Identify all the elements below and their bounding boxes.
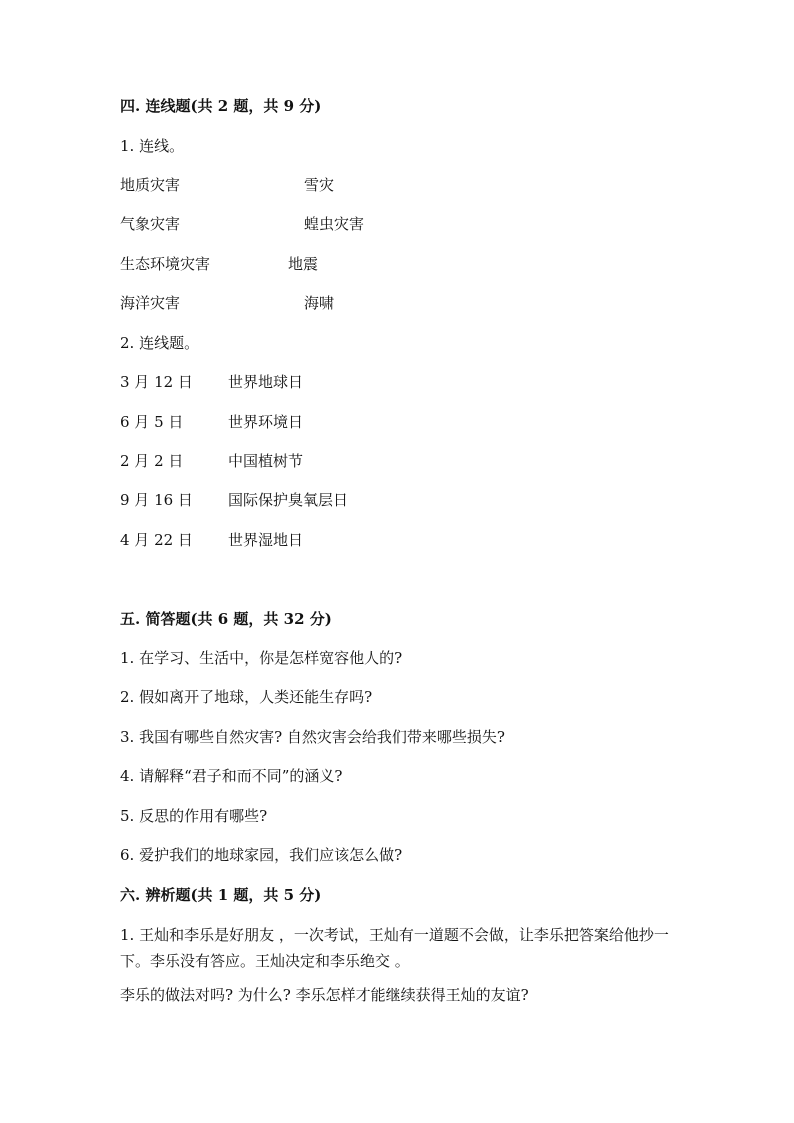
match-date-item: 2 月 2 日 xyxy=(120,452,184,470)
short-answer-question: 6. 爱护我们的地球家园，我们应该怎么做? xyxy=(120,846,403,864)
match-day-item: 世界湿地日 xyxy=(228,531,304,549)
match-right-item: 蝗虫灾害 xyxy=(304,215,365,233)
section-6-title: 六. 辨析题(共 1 题，共 5 分) xyxy=(120,886,322,904)
match-right-item: 海啸 xyxy=(304,294,335,312)
match-left-item: 地质灾害 xyxy=(120,176,181,194)
short-answer-question: 2. 假如离开了地球，人类还能生存吗? xyxy=(120,688,373,706)
short-answer-question: 4. 请解释“君子和而不同”的涵义? xyxy=(120,767,343,785)
match-date-item: 3 月 12 日 xyxy=(120,373,193,391)
match-left-item: 气象灾害 xyxy=(120,215,181,233)
short-answer-question: 1. 在学习、生活中，你是怎样宽容他人的? xyxy=(120,649,403,667)
match-right-item: 雪灾 xyxy=(304,176,335,194)
question-2-prompt: 2. 连线题。 xyxy=(120,334,200,352)
short-answer-question: 5. 反思的作用有哪些? xyxy=(120,807,268,825)
match-date-item: 9 月 16 日 xyxy=(120,491,193,509)
match-date-item: 6 月 5 日 xyxy=(120,413,184,431)
match-right-item: 地震 xyxy=(288,255,319,273)
analysis-question-followup: 李乐的做法对吗? 为什么? 李乐怎样才能继续获得王灿的友谊? xyxy=(120,986,529,1004)
match-day-item: 国际保护臭氧层日 xyxy=(228,491,349,509)
short-answer-question: 3. 我国有哪些自然灾害? 自然灾害会给我们带来哪些损失? xyxy=(120,728,505,746)
match-left-item: 海洋灾害 xyxy=(120,294,181,312)
match-day-item: 中国植树节 xyxy=(228,452,304,470)
match-day-item: 世界环境日 xyxy=(228,413,304,431)
section-5-title: 五. 简答题(共 6 题，共 32 分) xyxy=(120,610,332,628)
section-4-title: 四. 连线题(共 2 题，共 9 分) xyxy=(120,97,322,115)
match-date-item: 4 月 22 日 xyxy=(120,531,193,549)
analysis-question-text: 1. 王灿和李乐是好朋友 ，一次考试，王灿有一道题不会做，让李乐把答案给他抄一下。李乐没有答应。王灿决定和李乐绝交 。 xyxy=(120,926,669,970)
match-left-item: 生态环境灾害 xyxy=(120,255,211,273)
match-day-item: 世界地球日 xyxy=(228,373,304,391)
question-1-prompt: 1. 连线。 xyxy=(120,137,185,155)
